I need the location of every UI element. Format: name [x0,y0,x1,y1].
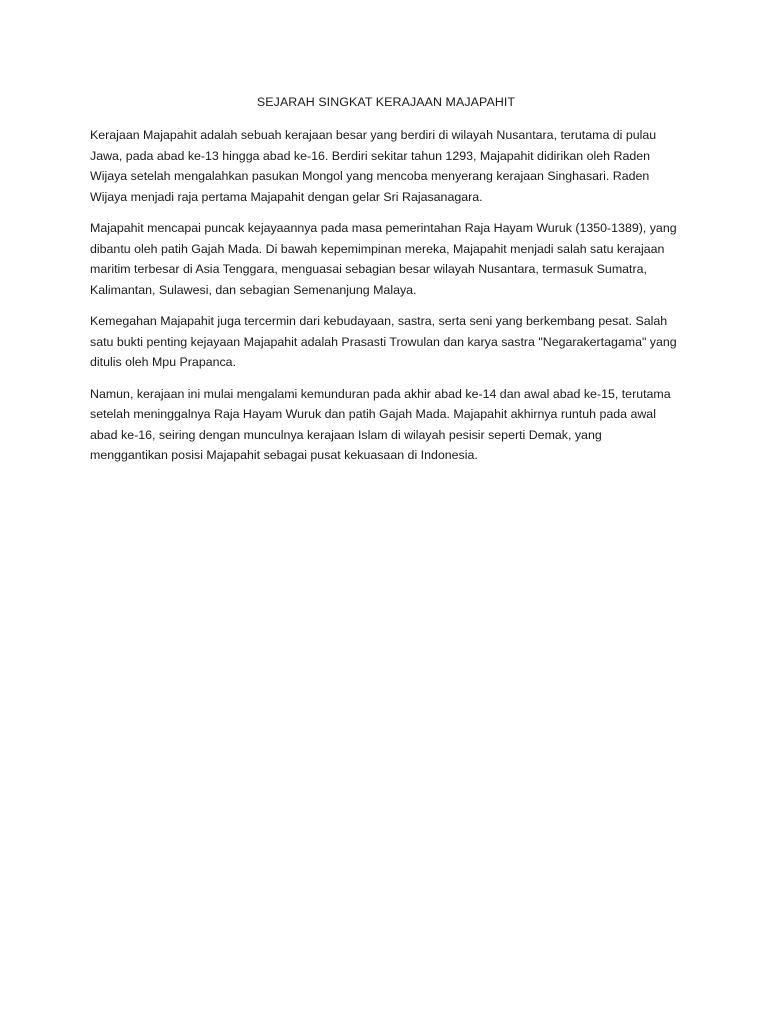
paragraph-3: Kemegahan Majapahit juga tercermin dari kebudayaan, sastra, serta seni yang berkembang pesat. Salah satu bukti penting kejayaan Majapahit adalah Prasasti Trowulan dan karya sastra "Negarakertagama" yang ditulis oleh Mpu Prapanca. [90,314,677,369]
paragraph-1: Kerajaan Majapahit adalah sebuah kerajaan besar yang berdiri di wilayah Nusantara, terutama di pulau Jawa, pada abad ke-13 hingga abad ke-16. Berdiri sekitar tahun 1293, Majapahit didirikan oleh Raden Wijaya setelah mengalahkan pasukan Mongol yang mencoba menyerang kerajaan Singhasari. Raden Wijaya menjadi raja pertama Majapahit dengan gelar Sri Rajasanagara. [90,128,657,204]
document-body [90,93,682,477]
paragraph-4: Namun, kerajaan ini mulai mengalami kemunduran pada akhir abad ke-14 dan awal abad ke-15, terutama setelah meninggalnya Raja Hayam Wuruk dan patih Gajah Mada. Majapahit akhirnya runtuh pada awal abad ke-16, seiring dengan munculnya kerajaan Islam di wilayah pesisir seperti Demak, yang menggantikan posisi Majapahit sebagai pusat kekuasaan di Indonesia. [90,386,671,462]
paragraph-2: Majapahit mencapai puncak kejayaannya pada masa pemerintahan Raja Hayam Wuruk (1350-1389), yang dibantu oleh patih Gajah Mada. Di bawah kepemimpinan mereka, Majapahit menjadi salah satu kerajaan maritim terbesar di Asia Tenggara, menguasai sebagian besar wilayah Nusantara, termasuk Sumatra, Kalimantan, Sulawesi, dan sebagian Semenanjung Malaya. [90,221,677,297]
document-title: SEJARAH SINGKAT KERAJAAN MAJAPAHIT [256,95,516,109]
